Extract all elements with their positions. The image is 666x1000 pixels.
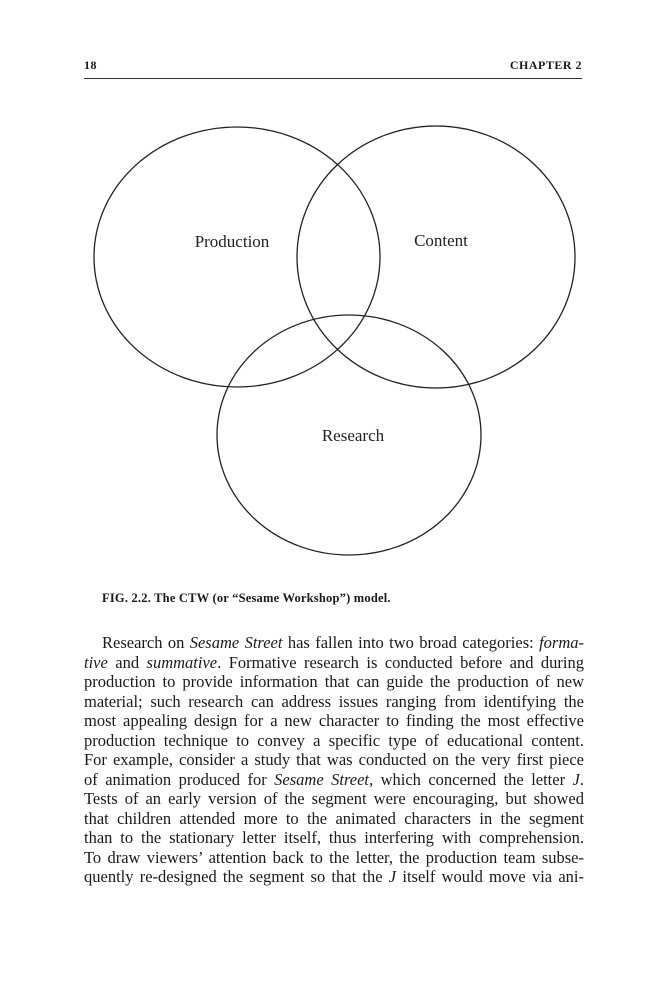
italic-text: forma- (539, 633, 584, 652)
text-line: For example, consider a study that was conducted on the very first piece (84, 750, 584, 769)
text-line: than to the stationary letter itself, thus interfering with comprehension. (84, 828, 584, 847)
text-line: production to provide information that can guide the production of new (84, 672, 584, 691)
text-line: To draw viewers’ attention back to the letter, the production team subse- (84, 847, 584, 867)
chapter-title: CHAPTER 2 (509, 58, 582, 72)
production-circle (94, 127, 380, 387)
production-label: Production (194, 232, 270, 251)
italic-text: Sesame Street (189, 633, 283, 652)
text-line: most appealing design for a new character to finding the most effective (84, 711, 584, 730)
italic-text: Sesame Street (274, 769, 369, 789)
content-label: Content (414, 231, 468, 250)
italic-text: J (572, 769, 580, 789)
text-line: quently re-designed the segment so that the J itself would move via ani- (84, 867, 584, 886)
text-line: of animation produced for Sesame Street, which concerned the letter J. (84, 769, 584, 789)
text-line: that children attended more to the animated characters in the segment (84, 808, 584, 828)
text-line: production technique to convey a specific type of educational content. (84, 730, 584, 750)
italic-text: J (388, 867, 397, 886)
text-line: material; such research can address issues ranging from identifying the (84, 691, 584, 711)
figure-caption (102, 591, 391, 606)
caption-text: The CTW (or “Sesame Workshop”) model. (154, 591, 391, 605)
italic-text: tive (84, 652, 108, 672)
body-paragraph (84, 633, 584, 887)
italic-text: summative (146, 652, 218, 672)
caption-label: FIG. 2.2. (102, 591, 152, 605)
text-line: Research on Sesame Street has fallen into two broad categories: forma- (102, 633, 584, 652)
text-line: Tests of an early version of the segment were encouraging, but showed (84, 789, 584, 808)
page-number: 18 (84, 58, 97, 72)
text-line: tive and summative. Formative research is conducted before and during (84, 652, 584, 672)
research-label: Research (321, 426, 385, 445)
